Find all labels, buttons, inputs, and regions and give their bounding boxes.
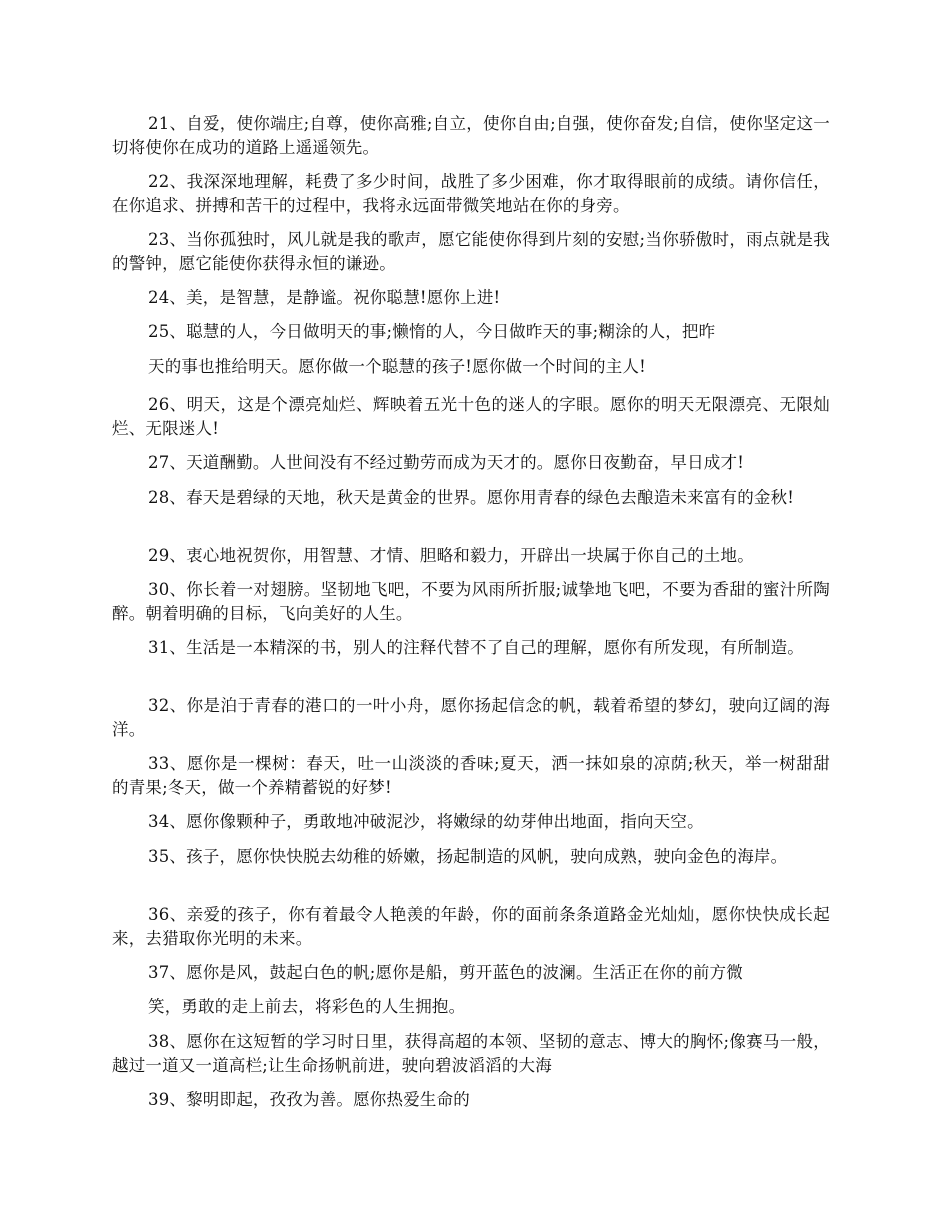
paragraph-27: 27、天道酬勤。人世间没有不经过勤劳而成为天才的。愿你日夜勤奋，早日成才! — [148, 453, 745, 472]
paragraph-37-continued: 笑，勇敢的走上前去，将彩色的人生拥抱。 — [148, 997, 466, 1016]
paragraph-30: 30、你长着一对翅膀。坚韧地飞吧，不要为风雨所折服;诚挚地飞吧，不要为香甜的蜜汁所陶醉。朝着明确的目标，飞向美好的人生。 — [112, 580, 830, 623]
paragraph-33: 33、愿你是一棵树：春天，吐一山淡淡的香味;夏天，洒一抹如泉的凉荫;秋天，举一树甜甜的青果;冬天，做一个养精蓄锐的好梦! — [112, 754, 830, 797]
paragraph-21: 21、自爱，使你端庄;自尊，使你高雅;自立，使你自由;自强，使你奋发;自信，使你坚定这一切将使你在成功的道路上遥遥领先。 — [112, 114, 830, 157]
paragraph-23: 23、当你孤独时，风儿就是我的歌声，愿它能使你得到片刻的安慰;当你骄傲时，雨点就是我的警钟，愿它能使你获得永恒的谦逊。 — [112, 230, 830, 273]
paragraph-36: 36、亲爱的孩子，你有着最令人艳羡的年龄，你的面前条条道路金光灿灿，愿你快快成长起来，去猎取你光明的未来。 — [112, 905, 830, 948]
paragraph-32: 32、你是泊于青春的港口的一叶小舟，愿你扬起信念的帆，载着希望的梦幻，驶向辽阔的海洋。 — [112, 696, 830, 739]
paragraph-37: 37、愿你是风，鼓起白色的帆;愿你是船，剪开蓝色的波澜。生活正在你的前方微 — [148, 963, 743, 982]
paragraph-39: 39、黎明即起，孜孜为善。愿你热爱生命的 — [148, 1090, 470, 1109]
paragraph-34: 34、愿你像颗种子，勇敢地冲破泥沙，将嫩绿的幼芽伸出地面，指向天空。 — [148, 812, 704, 831]
paragraph-25-continued: 天的事也推给明天。愿你做一个聪慧的孩子!愿你做一个时间的主人! — [148, 357, 646, 376]
paragraph-22: 22、我深深地理解，耗费了多少时间，战胜了多少困难，你才取得眼前的成绩。请你信任，在你追求、拼搏和苦干的过程中，我将永远面带微笑地站在你的身旁。 — [112, 172, 830, 215]
paragraph-24: 24、美，是智慧，是静谧。祝你聪慧!愿你上进! — [148, 288, 501, 307]
paragraph-25: 25、聪慧的人，今日做明天的事;懒惰的人，今日做昨天的事;糊涂的人，把昨 — [148, 322, 716, 341]
paragraph-26: 26、明天，这是个漂亮灿烂、辉映着五光十色的迷人的字眼。愿你的明天无限漂亮、无限灿烂、无限迷人! — [112, 395, 830, 438]
paragraph-31: 31、生活是一本精深的书，别人的注释代替不了自己的理解，愿你有所发现，有所制造。 — [148, 638, 804, 657]
paragraph-28: 28、春天是碧绿的天地，秋天是黄金的世界。愿你用青春的绿色去酿造未来富有的金秋! — [148, 488, 795, 507]
paragraph-35: 35、孩子，愿你快快脱去幼稚的娇嫩，扬起制造的风帆，驶向成熟，驶向金色的海岸。 — [148, 847, 788, 866]
paragraph-29: 29、衷心地祝贺你，用智慧、才情、胆略和毅力，开辟出一块属于你自己的土地。 — [148, 546, 754, 565]
paragraph-38: 38、愿你在这短暂的学习时日里，获得高超的本领、坚韧的意志、博大的胸怀;像赛马一般，越过一道又一道高栏;让生命扬帆前进，驶向碧波滔滔的大海 — [112, 1032, 830, 1075]
